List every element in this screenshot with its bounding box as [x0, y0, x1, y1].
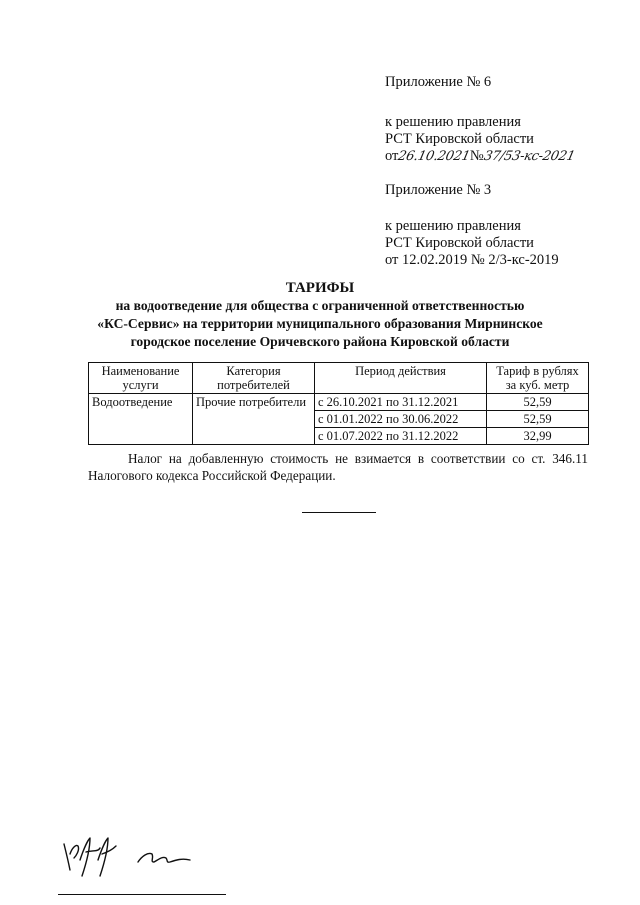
tariff-cell: 52,59 — [487, 394, 589, 411]
footnote-line — [58, 894, 226, 895]
appendix-3-title: Приложение № 3 — [385, 182, 492, 198]
header-service: Наименование услуги — [89, 363, 193, 394]
appendix-3-line2: РСТ Кировской области — [385, 235, 534, 251]
signature-stroke-1 — [64, 844, 79, 870]
handwritten-date: 26.10.2021 — [396, 149, 472, 164]
appendix-3-line3: от 12.02.2019 № 2/3-кс-2019 — [385, 252, 559, 268]
signature-initials — [58, 830, 218, 882]
appendix-6-line1: к решению правления — [385, 114, 521, 130]
tariffs-table — [88, 362, 589, 445]
appendix-6-title: Приложение № 6 — [385, 74, 492, 90]
appendix-6-line3 — [385, 146, 574, 167]
table-header-row — [89, 363, 589, 394]
period-cell: с 01.01.2022 по 30.06.2022 — [315, 411, 487, 428]
separator-line — [302, 512, 376, 513]
heading-line2: «КС-Сервис» на территории муниципального образования Мирнинское — [97, 316, 543, 331]
signature-stroke-2 — [80, 838, 100, 876]
header-category: Категория потребителей — [193, 363, 315, 394]
period-cell: с 01.07.2022 по 31.12.2022 — [315, 428, 487, 445]
date-prefix: от — [385, 148, 399, 164]
signature-stroke-3 — [98, 838, 116, 876]
heading-line3: городское поселение Оричевского района Кировской области — [130, 334, 510, 349]
number-sign: № — [469, 148, 484, 164]
appendix-3-line1: к решению правления — [385, 218, 521, 234]
service-cell: Водоотведение — [89, 394, 193, 445]
tax-note: Налог на добавленную стоимость не взимается в соответствии со ст. 346.11 Налогового кодекса Российской Федерации. — [88, 451, 588, 483]
signature-stroke-4 — [138, 853, 190, 862]
appendix-6-line2: РСТ Кировской области — [385, 131, 534, 147]
header-tariff: Тариф в рублях за куб. метр — [487, 363, 589, 394]
header-period: Период действия — [315, 363, 487, 394]
tariff-cell: 32,99 — [487, 428, 589, 445]
tariff-cell: 52,59 — [487, 411, 589, 428]
heading-line1: на водоотведение для общества с ограниченной ответственностью — [115, 298, 525, 313]
category-cell: Прочие потребители — [193, 394, 315, 445]
handwritten-number: 37/53-кс-2021 — [482, 149, 576, 164]
document-title: ТАРИФЫ — [285, 280, 355, 296]
period-cell: с 26.10.2021 по 31.12.2021 — [315, 394, 487, 411]
table-row — [89, 394, 589, 411]
